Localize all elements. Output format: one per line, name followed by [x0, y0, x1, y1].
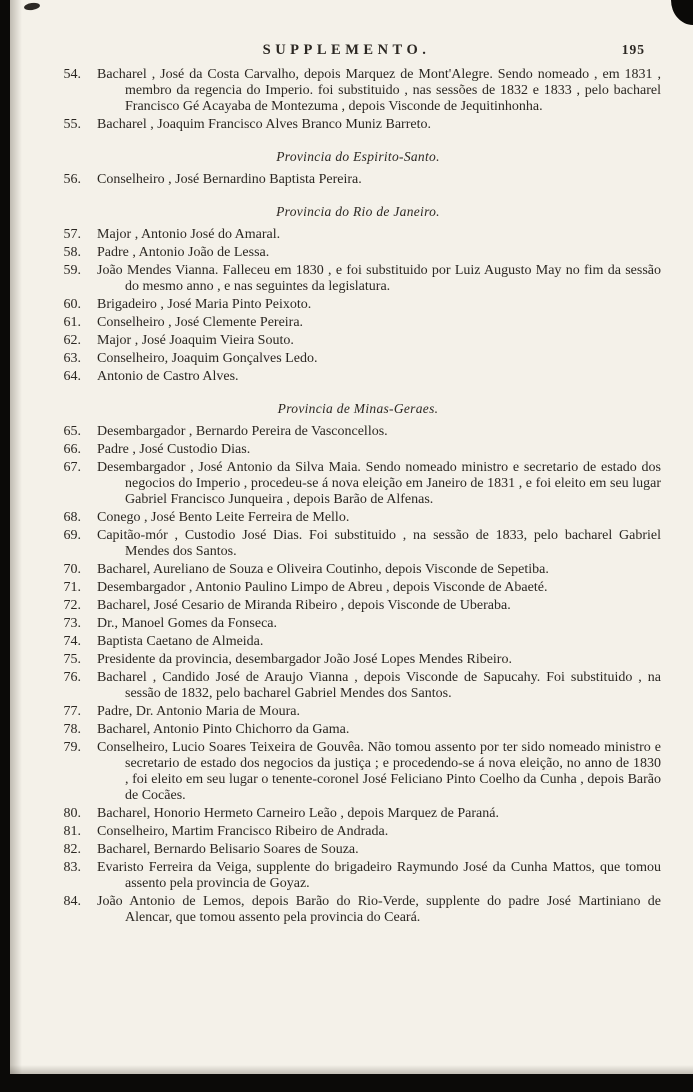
item-number: 73.: [63, 616, 81, 631]
item-number: 71.: [63, 580, 81, 595]
section-heading: Provincia de Minas-Geraes.: [277, 401, 439, 416]
item-text: Bacharel, Antonio Pinto Chichorro da Gama.: [97, 722, 350, 737]
item-number: 66.: [63, 442, 81, 457]
item-text: Baptista Caetano de Almeida.: [97, 634, 264, 649]
item-number: 77.: [63, 704, 81, 719]
item-number: 54.: [63, 67, 81, 82]
list-item: [55, 634, 661, 650]
item-text: Desembargador , José Antonio da Silva Maia. Sendo nomeado ministro e secretario de estado dos negocios do Imperio , procedeu-se á nova eleição em Janeiro de 1831 , e foi eleito em seu lugar Gabriel Francisco Junqueira , depois Barão de Alfenas.: [97, 460, 661, 507]
item-number: 56.: [63, 172, 81, 187]
item-text: Padre , José Custodio Dias.: [97, 442, 251, 457]
bottom-edge-shadow: [0, 1065, 693, 1074]
list-item: [55, 562, 661, 578]
item-number: 75.: [63, 652, 81, 667]
section-heading: Provincia do Espirito-Santo.: [276, 149, 440, 164]
list-item: [55, 227, 661, 243]
list-item: [55, 616, 661, 632]
list-item: [55, 860, 661, 892]
item-text: Desembargador , Antonio Paulino Limpo de Abreu , depois Visconde de Abaeté.: [97, 580, 548, 595]
list-item: [55, 740, 661, 804]
item-number: 63.: [63, 351, 81, 366]
item-text: Presidente da provincia, desembargador João José Lopes Mendes Ribeiro.: [97, 652, 512, 667]
item-text: Major , José Joaquim Vieira Souto.: [97, 333, 294, 348]
item-number: 68.: [63, 510, 81, 525]
item-number: 69.: [63, 528, 81, 543]
item-number: 81.: [63, 824, 81, 839]
item-text: Bacharel, Bernardo Belisario Soares de Souza.: [97, 842, 359, 857]
item-number: 79.: [63, 740, 81, 755]
item-text: Bacharel , José da Costa Carvalho, depois Marquez de Mont'Alegre. Sendo nomeado , em 1831 , membro da regencia do Imperio. foi substituido , nas sessões de 1832 e 1833 , pelo bacharel Francisco Gé Acayaba de Montezuma , depois Visconde de Jequitinhonha.: [97, 67, 661, 114]
item-text: Bacharel, Aureliano de Souza e Oliveira Coutinho, depois Visconde de Sepetiba.: [97, 562, 549, 577]
item-number: 60.: [63, 297, 81, 312]
bottom-edge-scan-bar: [0, 1074, 693, 1092]
item-text: Brigadeiro , José Maria Pinto Peixoto.: [97, 297, 312, 312]
item-text: Dr., Manoel Gomes da Fonseca.: [97, 616, 278, 631]
list-item: [55, 369, 661, 385]
list-item: [55, 424, 661, 440]
item-number: 70.: [63, 562, 81, 577]
item-number: 55.: [63, 117, 81, 132]
item-number: 76.: [63, 670, 81, 685]
page-number-label: 195: [621, 42, 645, 57]
item-number: 65.: [63, 424, 81, 439]
item-number: 67.: [63, 460, 81, 475]
item-text: Bacharel, José Cesario de Miranda Ribeiro , depois Visconde de Uberaba.: [97, 598, 511, 613]
list-item: [55, 510, 661, 526]
list-item: [55, 722, 661, 738]
list-item: [55, 245, 661, 261]
item-text: Major , Antonio José do Amaral.: [97, 227, 281, 242]
list-item: [55, 704, 661, 720]
list-item: [55, 894, 661, 926]
list-item: [55, 460, 661, 508]
item-text: João Antonio de Lemos, depois Barão do Rio-Verde, supplente do padre José Martiniano de Alencar, que tomou assento pela provincia do Ceará.: [97, 894, 661, 925]
item-text: Bacharel , Joaquim Francisco Alves Branco Muniz Barreto.: [97, 117, 431, 132]
item-number: 59.: [63, 263, 81, 278]
list-item: [55, 824, 661, 840]
item-number: 80.: [63, 806, 81, 821]
list-item: [55, 333, 661, 349]
item-number: 62.: [63, 333, 81, 348]
header-title: SUPPLEMENTO.: [262, 42, 431, 58]
list-item: [55, 670, 661, 702]
item-text: Bacharel, Honorio Hermeto Carneiro Leão , depois Marquez de Paraná.: [97, 806, 499, 821]
item-text: Desembargador , Bernardo Pereira de Vasconcellos.: [97, 424, 388, 439]
list-item: [55, 172, 661, 188]
document-body: [0, 67, 693, 926]
list-item: [55, 842, 661, 858]
list-item: [55, 442, 661, 458]
list-item: [55, 652, 661, 668]
item-number: 82.: [63, 842, 81, 857]
list-item: [55, 117, 661, 133]
item-text: Bacharel , Candido José de Araujo Vianna , depois Visconde de Sapucahy. Foi substituido , na sessão de 1832, pelo bacharel Gabriel Mendes dos Santos.: [97, 670, 661, 701]
item-text: Conselheiro, Martim Francisco Ribeiro de Andrada.: [97, 824, 389, 839]
page-header: [0, 0, 693, 58]
list-item: [55, 263, 661, 295]
left-edge-shadow: [10, 0, 22, 1092]
item-number: 64.: [63, 369, 81, 384]
item-text: Antonio de Castro Alves.: [97, 369, 239, 384]
list-item: [55, 315, 661, 331]
list-item: [55, 580, 661, 596]
item-number: 57.: [63, 227, 81, 242]
list-item: [55, 351, 661, 367]
list-item: [55, 806, 661, 822]
item-text: Conselheiro, Lucio Soares Teixeira de Gouvêa. Não tomou assento por ter sido nomeado ministro e secretario de estado dos negocios da justiça ; e procedendo-se á nova eleição, no anno de 1830 , foi eleito em seu lugar o tenente-coronel José Feliciano Pinto Coelho da Cunha , depois Barão de Cocães.: [97, 740, 661, 803]
item-text: Conselheiro, Joaquim Gonçalves Ledo.: [97, 351, 318, 366]
item-text: João Mendes Vianna. Falleceu em 1830 , e foi substituido por Luiz Augusto May no fim da sessão do mesmo anno , e nas seguintes da legislatura.: [97, 263, 661, 294]
section-heading: Provincia do Rio de Janeiro.: [276, 204, 440, 219]
item-number: 61.: [63, 315, 81, 330]
list-item: [55, 598, 661, 614]
item-text: Conselheiro , José Clemente Pereira.: [97, 315, 304, 330]
item-number: 78.: [63, 722, 81, 737]
item-text: Capitão-mór , Custodio José Dias. Foi substituido , na sessão de 1833, pelo bacharel Gabriel Mendes dos Santos.: [97, 528, 661, 559]
list-item: [55, 528, 661, 560]
list-item: [55, 297, 661, 313]
item-text: Evaristo Ferreira da Veiga, supplente do brigadeiro Raymundo José da Cunha Mattos, que tomou assento pela provincia de Goyaz.: [97, 860, 661, 891]
item-text: Padre, Dr. Antonio Maria de Moura.: [97, 704, 300, 719]
item-text: Conselheiro , José Bernardino Baptista Pereira.: [97, 172, 362, 187]
item-number: 58.: [63, 245, 81, 260]
left-edge-scan-bar: [0, 0, 10, 1092]
item-number: 84.: [63, 894, 81, 909]
item-text: Conego , José Bento Leite Ferreira de Mello.: [97, 510, 350, 525]
item-text: Padre , Antonio João de Lessa.: [97, 245, 270, 260]
list-item: [55, 67, 661, 115]
item-number: 74.: [63, 634, 81, 649]
item-number: 83.: [63, 860, 81, 875]
item-number: 72.: [63, 598, 81, 613]
